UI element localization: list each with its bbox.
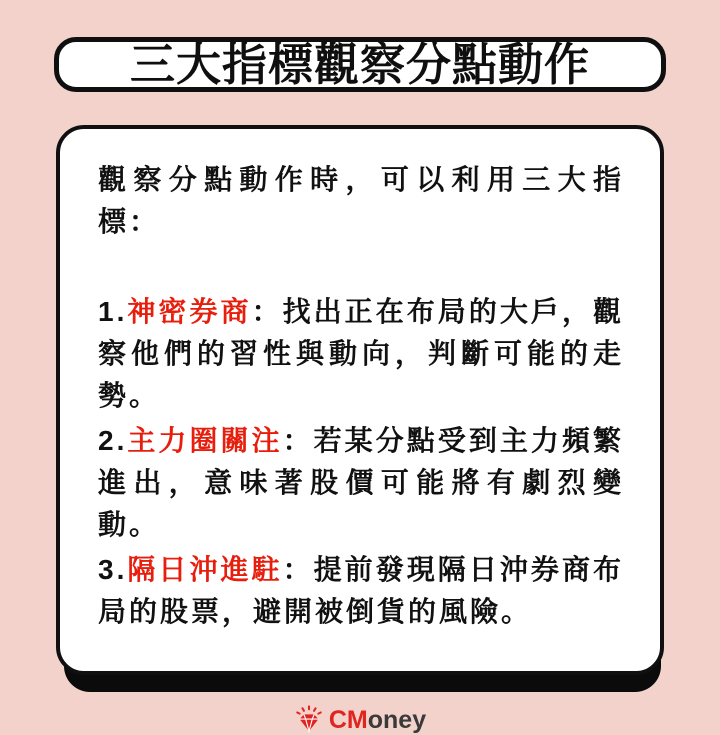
page-title: 三大指標觀察分點動作	[129, 39, 590, 90]
title-box	[54, 37, 666, 92]
item-2-description: ：若某分點受到主力頻繁進出，意味著股價可能將有劇烈變動。	[98, 425, 624, 540]
content-card	[56, 125, 664, 675]
item-1-description: ：找出正在布局的大戶，觀察他們的習性與動向，判斷可能的走勢。	[98, 296, 624, 411]
brand-name-red: CM	[328, 705, 368, 734]
item-1-number: 1.	[98, 296, 128, 327]
brand-name	[328, 705, 427, 734]
item-3-description: ：提前發現隔日沖券商布局的股票，避開被倒貨的風險。	[98, 554, 624, 627]
indicator-item-1	[98, 291, 624, 417]
item-1-term: 神密券商	[127, 296, 252, 327]
indicator-item-3	[98, 549, 624, 633]
content-card-wrap	[56, 125, 664, 675]
footer-logo	[294, 705, 426, 735]
intro-text: 觀察分點動作時，可以利用三大指標：	[98, 164, 624, 237]
item-3-number: 3.	[98, 554, 128, 585]
indicator-item-2	[98, 420, 624, 546]
item-2-number: 2.	[98, 425, 128, 456]
brand-name-dark: oney	[367, 705, 427, 734]
item-3-term: 隔日沖進駐	[127, 554, 283, 585]
item-2-term: 主力圈關注	[127, 425, 283, 456]
gem-icon	[294, 705, 324, 735]
